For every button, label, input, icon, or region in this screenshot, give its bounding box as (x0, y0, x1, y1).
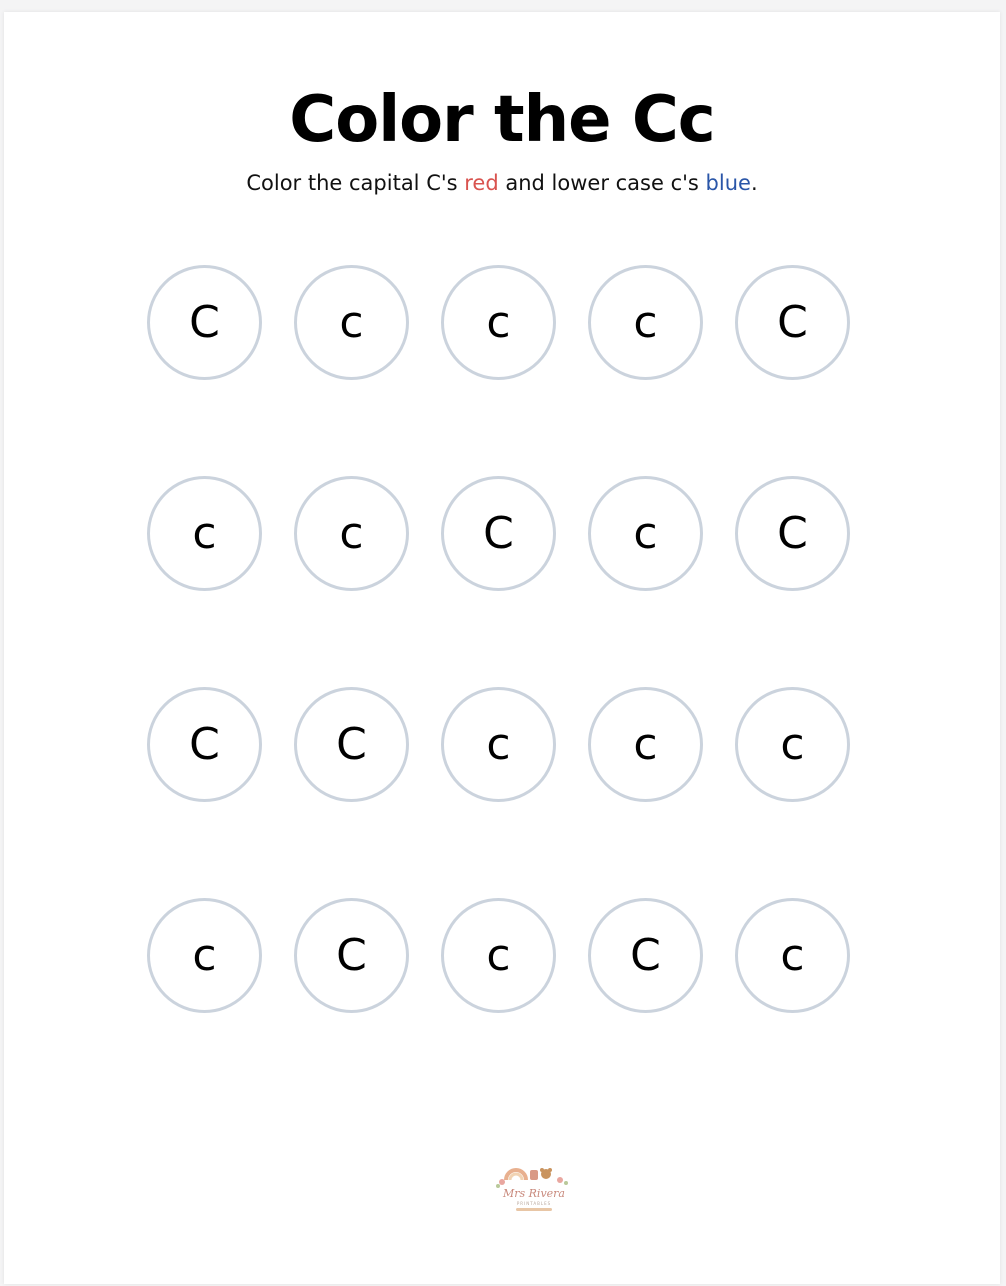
letter-circle[interactable] (588, 898, 703, 1013)
letter-circle[interactable] (294, 476, 409, 591)
letter-glyph: c (339, 296, 364, 348)
letter-glyph: c (486, 929, 511, 981)
letter-circle[interactable] (441, 687, 556, 802)
instructions-part-1: Color the capital C's (246, 171, 465, 195)
letter-circle[interactable] (147, 476, 262, 591)
letter-circle[interactable] (735, 687, 850, 802)
letter-glyph: c (192, 929, 217, 981)
letter-circle[interactable] (735, 476, 850, 591)
instructions-red-word: red (464, 171, 499, 195)
letter-glyph: c (780, 718, 805, 770)
instructions-part-3: . (750, 171, 758, 195)
instructions-part-2: and lower case c's (498, 171, 706, 195)
letter-glyph: C (189, 296, 220, 348)
worksheet-page (4, 12, 1000, 1284)
letter-glyph: c (780, 929, 805, 981)
letter-circle[interactable] (588, 265, 703, 380)
letter-glyph: C (189, 718, 220, 770)
letter-glyph: C (777, 296, 808, 348)
letter-circle[interactable] (147, 265, 262, 380)
svg-text:PRINTABLES: PRINTABLES (516, 1201, 552, 1206)
letter-circle[interactable] (147, 687, 262, 802)
worksheet-instructions (4, 170, 1000, 196)
letter-circle[interactable] (294, 265, 409, 380)
letter-circle[interactable] (441, 898, 556, 1013)
letter-circle[interactable] (735, 898, 850, 1013)
letter-circle-grid (147, 265, 867, 1013)
letter-glyph: C (630, 929, 661, 981)
letter-circle[interactable] (294, 898, 409, 1013)
letter-glyph: c (486, 296, 511, 348)
letter-circle[interactable] (147, 898, 262, 1013)
letter-glyph: c (486, 718, 511, 770)
letter-glyph: c (633, 718, 658, 770)
letter-circle[interactable] (588, 687, 703, 802)
instructions-blue-word: blue (705, 171, 751, 195)
brand-logo-icon (474, 1150, 594, 1230)
letter-circle[interactable] (441, 476, 556, 591)
letter-glyph: C (777, 507, 808, 559)
svg-text:Mrs Rivera: Mrs Rivera (502, 1187, 566, 1200)
letter-glyph: c (339, 507, 364, 559)
letter-circle[interactable] (294, 687, 409, 802)
letter-glyph: C (336, 718, 367, 770)
letter-circle[interactable] (735, 265, 850, 380)
letter-circle[interactable] (441, 265, 556, 380)
letter-glyph: C (336, 929, 367, 981)
letter-glyph: c (633, 507, 658, 559)
letter-glyph: C (483, 507, 514, 559)
letter-circle[interactable] (588, 476, 703, 591)
letter-glyph: c (192, 507, 217, 559)
worksheet-title: Color the Cc (289, 83, 715, 157)
letter-glyph: c (633, 296, 658, 348)
